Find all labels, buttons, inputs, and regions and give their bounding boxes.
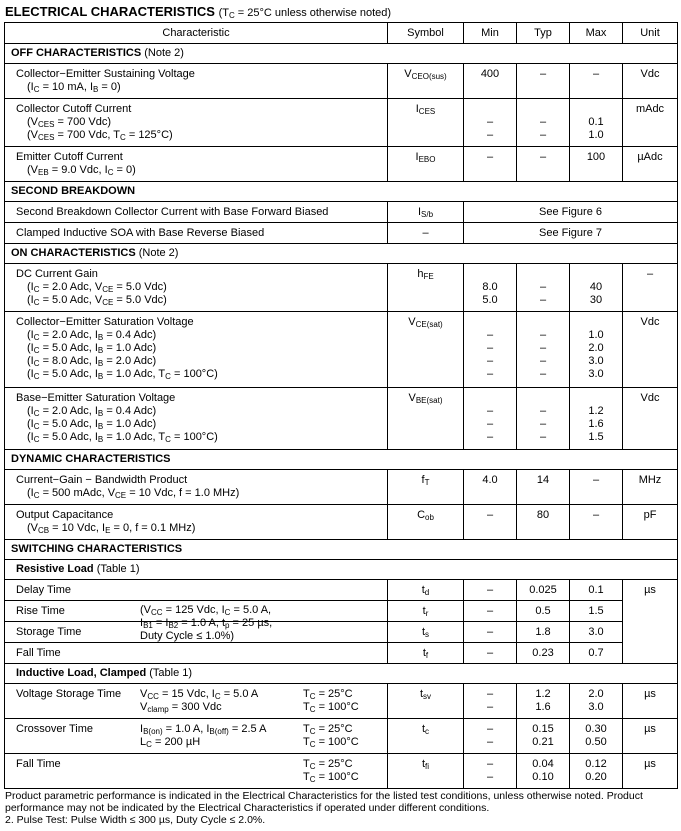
section-dynamic: DYNAMIC CHARACTERISTICS [5, 450, 678, 470]
title-conditions: ($T_C = 25^\circ C$ unless otherwise noted) [218, 7, 392, 20]
temp-conditions: $T_C = 25^\circ C$ $T_C = 100^\circ C$ [303, 723, 359, 749]
table-row: Fall Time $t_f$ – 0.23 0.7 [5, 643, 678, 664]
section-second-breakdown: SECOND BREAKDOWN [5, 182, 678, 202]
title-text: ELECTRICAL CHARACTERISTICS [5, 4, 215, 19]
table-row: Fall Time $T_C = 25^\circ C$ $T_C = 100^\circ C$ $t_{fi}$ – – 0.04 0.10 0.12 0.20 µs [5, 754, 678, 789]
table-row: Current−Gain − Bandwidth Product ($I_C = 500$ mAdc, $V_{CE} = 10$ Vdc, f = 1.0 MHz) $f_T$ 4.0 14 – MHz [5, 470, 678, 505]
electrical-characteristics-table [4, 22, 678, 789]
section-off: OFF CHARACTERISTICS (Note 2) [5, 44, 678, 64]
table-row: Second Breakdown Collector Current with Base Forward Biased $I_{S/b}$ See Figure 6 [5, 202, 678, 223]
table-row: Output Capacitance ($V_{CB} = 10$ Vdc, $I_E = 0$, f = 0.1 MHz) $C_{ob}$ – 80 – pF [5, 505, 678, 540]
header-characteristic: Characteristic [5, 23, 388, 44]
page-title [5, 4, 391, 19]
header-symbol: Symbol [388, 23, 464, 44]
table-row: Collector−Emitter Sustaining Voltage ($I_C = 10$ mA, $I_B = 0$) $V_{CEO(sus)}$ 400 – – Vdc [5, 64, 678, 99]
table-row: Rise Time $t_r$ – 0.5 1.5 [5, 601, 678, 622]
header-row [5, 23, 678, 44]
table-row: DC Current Gain ($I_C = 2.0$ Adc, $V_{CE} = 5.0$ Vdc) ($I_C = 5.0$ Adc, $V_{CE} = 5.0$ Vdc) $h_{FE}$ 8.0 5.0 – – 40 30 – [5, 264, 678, 312]
header-max: Max [570, 23, 623, 44]
table-row: Delay Time ($V_{CC} = 125$ Vdc, $I_C = 5.0$ A, $I_{B1} = I_{B2} = 1.0$ A, $t_p = 25$ µs, Duty Cycle ≤ 1.0%) $t_d$ – 0.025 0.1 µs [5, 580, 678, 601]
header-typ: Typ [517, 23, 570, 44]
table-row: Base−Emitter Saturation Voltage ($I_C = 2.0$ Adc, $I_B = 0.4$ Adc) ($I_C = 5.0$ Adc, $I_B = 1.0$ Adc) ($I_C = 5.0$ Adc, $I_B = 1.0$ Adc, $T_C = 100^\circ C$) $V_{BE(sat)}$ – – – – – – 1.2 1.6 1.5 Vdc [5, 388, 678, 450]
table-row: Clamped Inductive SOA with Base Reverse Biased – See Figure 7 [5, 223, 678, 244]
inductive-conditions: $V_{CC} = 15$ Vdc, $I_C = 5.0$ A $V_{clamp} = 300$ Vdc [140, 688, 259, 714]
temp-conditions: $T_C = 25^\circ C$ $T_C = 100^\circ C$ [303, 688, 359, 714]
table-row: Collector Cutoff Current ($V_{CES} = 700$ Vdc) ($V_{CES} = 700$ Vdc, $T_C = 125^\circ C$) $I_{CES}$ – – – – 0.1 1.0 mAdc [5, 99, 678, 147]
footnote-pulse-test: 2. Pulse Test: Pulse Width ≤ 300 µs, Duty Cycle ≤ 2.0%. [5, 814, 266, 826]
table-row: Crossover Time $I_{B(on)} = 1.0$ A, $I_{B(off)} = 2.5$ A $L_C = 200$ µH $T_C = 25^\circ C$ $T_C = 100^\circ C$ $t_c$ – – 0.15 0.21 0.30 0.50 µs [5, 719, 678, 754]
footnotes [5, 790, 675, 826]
header-unit: Unit [623, 23, 678, 44]
footnote-parametric: Product parametric performance is indicated in the Electrical Characteristics for the listed test conditions, unless otherwise noted. Product performance may not be indicated by the Electrical Characteristics if operated under different conditions. [5, 790, 643, 814]
temp-conditions: $T_C = 25^\circ C$ $T_C = 100^\circ C$ [303, 758, 359, 784]
subsection-inductive: Inductive Load, Clamped (Table 1) [5, 664, 678, 684]
table-row: Emitter Cutoff Current ($V_{EB} = 9.0$ Vdc, $I_C = 0$) $I_{EBO}$ – – 100 µAdc [5, 147, 678, 182]
resistive-conditions: ($V_{CC} = 125$ Vdc, $I_C = 5.0$ A, $I_{B1} = I_{B2} = 1.0$ A, $t_p = 25$ µs, Duty Cycle ≤ 1.0%) [140, 604, 273, 642]
subsection-resistive: Resistive Load (Table 1) [5, 560, 678, 580]
table-row: Storage Time $t_s$ – 1.8 3.0 [5, 622, 678, 643]
section-switching: SWITCHING CHARACTERISTICS [5, 540, 678, 560]
table-row: Voltage Storage Time $V_{CC} = 15$ Vdc, $I_C = 5.0$ A $V_{clamp} = 300$ Vdc $T_C = 25^\circ C$ $T_C = 100^\circ C$ $t_{sv}$ – – 1.2 1.6 2.0 3.0 µs [5, 684, 678, 719]
section-on: ON CHARACTERISTICS (Note 2) [5, 244, 678, 264]
table-row: Collector−Emitter Saturation Voltage ($I_C = 2.0$ Adc, $I_B = 0.4$ Adc) ($I_C = 5.0$ Adc, $I_B = 1.0$ Adc) ($I_C = 8.0$ Adc, $I_B = 2.0$ Adc) ($I_C = 5.0$ Adc, $I_B = 1.0$ Adc, $T_C = 100^\circ C$) $V_{CE(sat)}$ – – – – – – – – 1.0 2.0 3.0 3.0 Vdc [5, 312, 678, 388]
inductive-conditions: $I_{B(on)} = 1.0$ A, $I_{B(off)} = 2.5$ A $L_C = 200$ µH [140, 723, 267, 749]
header-min: Min [464, 23, 517, 44]
